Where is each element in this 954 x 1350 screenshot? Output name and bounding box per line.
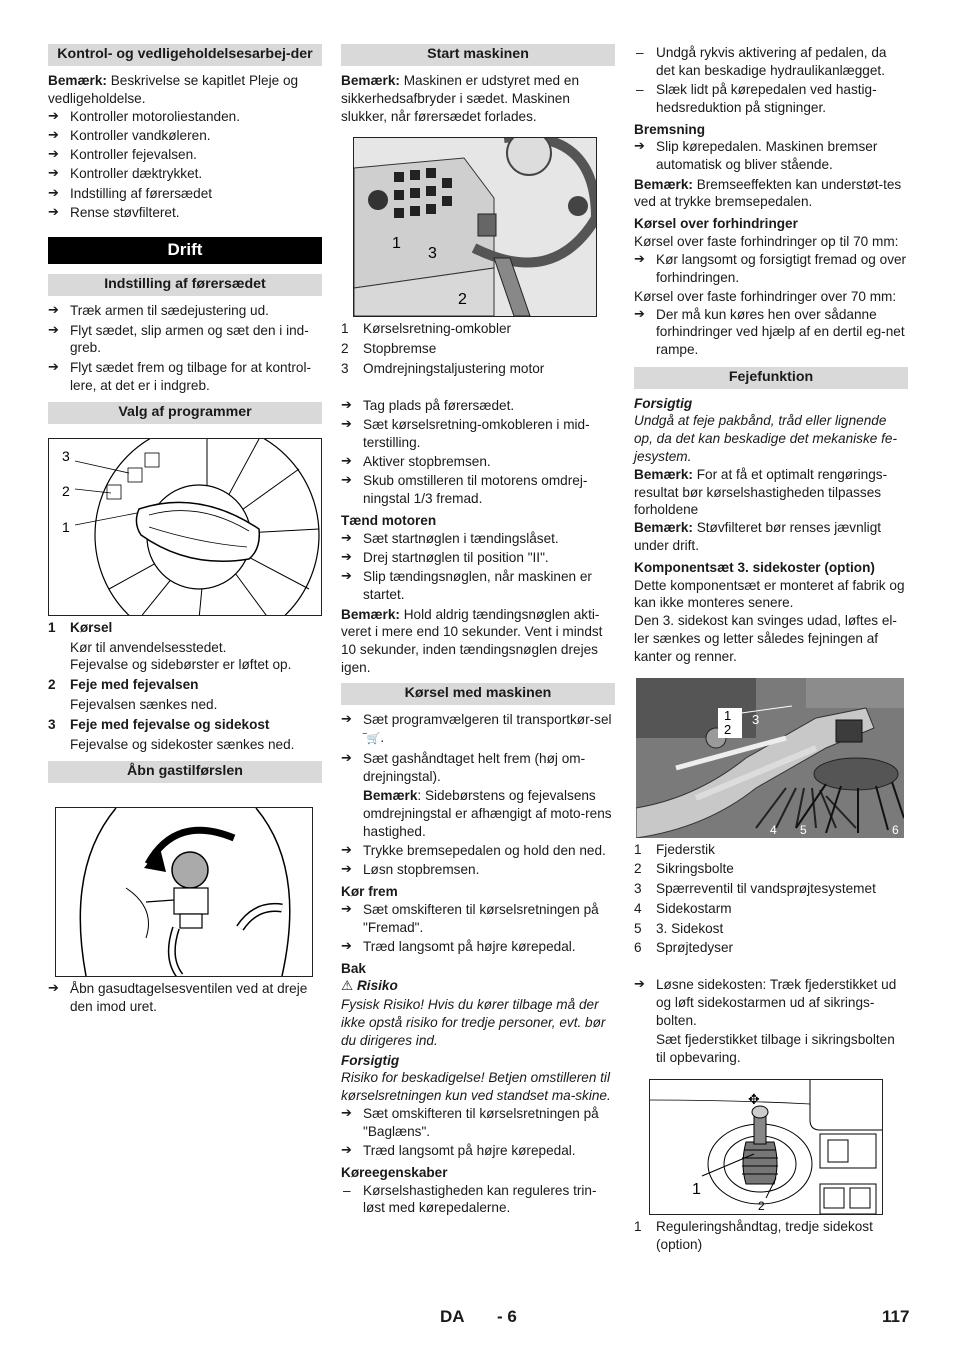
subheading-brems: Bremsning xyxy=(634,121,706,137)
program-item-3: 3 Feje med fejevalse og sidekost xyxy=(48,716,270,732)
gas-valve-figure xyxy=(55,807,313,977)
figure-label: 3 xyxy=(62,447,70,464)
program-dial-drawing xyxy=(49,439,321,615)
paragraph: Kørsel over faste forhindringer op til 70 mm: xyxy=(634,233,899,249)
note-koersel: Bemærk: Sidebørstens og fejevalsens omdrejningstal er afhængigt af moto-rens hastighed. xyxy=(363,787,612,839)
section-header-feje: Fejefunktion xyxy=(634,367,908,389)
legend-item: 1 Fjederstik xyxy=(634,841,715,857)
note-brems: Bemærk: Bremseeffekten kan understøt-tes ved at trykke bremsepedalen. xyxy=(634,176,902,210)
warning-icon: ⚠ xyxy=(341,978,354,995)
list-item: – Undgå rykvis aktivering af pedalen, da det kan beskadige hydraulikanlægget. xyxy=(634,44,908,80)
side-broom-drawing xyxy=(636,678,904,838)
note-start: Bemærk: Maskinen er udstyret med en sikkerhedsafbryder i sædet. Maskinen slukker, når førersædet forlades. xyxy=(341,73,580,124)
list-item: ➔ Sæt programvælgeren til transportkør-sel ‾🛒. xyxy=(341,711,615,749)
list-item: ➔ Slip tændingsnøglen, når maskinen er startet. xyxy=(341,568,615,604)
list-item-continuation: Sæt fjederstikket tilbage i sikringsbolten til opbevaring. xyxy=(656,1032,895,1065)
list-item: ➔ Der må kun køres hen over sådanne forhindringer ved hjælp af en dertil eg-net rampe. xyxy=(634,306,908,359)
section-header-koersel: Kørsel med maskinen xyxy=(341,683,615,705)
list-item: ➔ Tag plads på førersædet. xyxy=(341,397,615,415)
list-item: ➔ Træd langsomt på højre kørepedal. xyxy=(341,938,615,956)
subheading-frem: Kør frem xyxy=(341,883,398,899)
legend-item: 2 Sikringsbolte xyxy=(634,861,734,877)
program-desc: Kør til anvendelsesstedet. xyxy=(70,639,227,655)
list-item: ➔ Trykke bremsepedalen og hold den ned. xyxy=(341,842,615,860)
list-item: ➔ Kør langsomt og forsigtigt fremad og over forhindringen. xyxy=(634,251,908,287)
program-desc: Fejevalse og sidekoster sænkes ned. xyxy=(70,736,295,752)
figure-label: 2 xyxy=(724,721,732,737)
legend-item: 3 Omdrejningstaljustering motor xyxy=(341,360,545,376)
list-item: ➔ Kontroller dæktrykket. xyxy=(48,165,322,183)
list-item: ➔ Flyt sædet frem og tilbage for at kontrol-lere, at det er i indgreb. xyxy=(48,359,322,395)
section-header-gas: Åbn gastilførslen xyxy=(48,761,322,783)
legend-item: 6 Sprøjtedyser xyxy=(634,940,734,956)
program-item-1: 1 Kørsel xyxy=(48,619,113,635)
column-3 xyxy=(634,44,908,1255)
legend-item: 5 3. Sidekost xyxy=(634,920,724,936)
forsigtig-label: Forsigtig xyxy=(634,395,693,411)
list-item: ➔ Aktiver stopbremsen. xyxy=(341,453,615,471)
section-header-saede: Indstilling af førersædet xyxy=(48,274,322,296)
joystick-figure xyxy=(649,1079,883,1215)
risiko-label: ⚠ Risiko xyxy=(341,978,398,995)
list-item: ➔ Rense støvfilteret. xyxy=(48,204,322,222)
gas-valve-drawing xyxy=(56,808,312,976)
figure-label: 2 xyxy=(458,291,467,309)
forsigtig-text: Risiko for beskadigelse! Betjen omstilleren til kørselsretningen kun ved standset ma-skine. xyxy=(341,1070,611,1104)
list-item: ➔ Træk armen til sædejustering ud. xyxy=(48,302,322,320)
column-2 xyxy=(341,44,615,1219)
subheading-komp: Komponentsæt 3. sidekoster (option) xyxy=(634,559,875,575)
risiko-text: Fysisk Risiko! Hvis du kører tilbage må der ikke opstå risiko for tredje personer, evt. bør du dirigeres ind. xyxy=(341,997,606,1048)
list-item: ➔ Sæt omskifteren til kørselsretningen på "Baglæns". xyxy=(341,1105,615,1141)
legend-item: 3 Spærreventil til vandsprøjtesystemet xyxy=(634,881,876,897)
legend-item: 4 Sidekostarm xyxy=(634,900,732,916)
list-item: ➔ Sæt kørselsretning-omkobleren i mid-terstilling. xyxy=(341,416,615,452)
paragraph: Dette komponentsæt er monteret af fabrik og kan ikke monteres senere. xyxy=(634,577,905,611)
paragraph: Den 3. sidekost kan svinges udad, løftes el-ler sænkes og letter således fejningen af kanter og renner. xyxy=(634,613,897,664)
figure-label: 5 xyxy=(800,822,807,837)
figure-label: 6 xyxy=(892,822,899,837)
list-item: ➔ Skub omstilleren til motorens omdrej-ningstal 1/3 fremad. xyxy=(341,472,615,508)
list-item: ➔ Sæt startnøglen i tændingslåset. xyxy=(341,530,615,548)
figure-label: 1 xyxy=(62,518,70,535)
start-controls-drawing xyxy=(354,138,596,316)
list-item: – Slæk lidt på kørepedalen ved hastig-hedsreduktion på stigninger. xyxy=(634,81,908,117)
subheading-taend: Tænd motoren xyxy=(341,513,437,529)
list-item: ➔ Løsn stopbremsen. xyxy=(341,861,615,879)
figure-label: 4 xyxy=(770,822,777,837)
start-controls-figure xyxy=(353,137,597,317)
figure-label: 3 xyxy=(428,245,437,263)
section-header-start: Start maskinen xyxy=(341,44,615,66)
section-header-kontrol: Kontrol- og vedligeholdelsesarbej-der xyxy=(48,44,322,66)
side-broom-photo xyxy=(636,678,904,838)
list-item: ➔ Flyt sædet, slip armen og sæt den i ind-greb. xyxy=(48,322,322,358)
list-item: ➔ Sæt omskifteren til kørselsretningen på "Fremad". xyxy=(341,901,615,937)
note-taend: Bemærk: Hold aldrig tændingsnøglen akti-veret i mere end 10 sekunder. Vent i mindst 10 sekunder, inden tændingsnøglen drejes igen. xyxy=(341,606,603,675)
chapter-title-drift: Drift xyxy=(48,237,322,264)
footer-local-page: - 6 xyxy=(497,1307,517,1326)
joystick-drawing xyxy=(650,1080,882,1214)
legend-item: 1 Reguleringshåndtag, tredje sidekost (option) xyxy=(634,1218,873,1252)
list-item: ➔ Kontroller vandkøleren. xyxy=(48,127,322,145)
figure-label: 3 xyxy=(752,711,760,727)
list-item: ➔ Løsne sidekosten: Træk fjederstikket ud og løft sidekostarmen ud af sikrings-bolten. xyxy=(634,976,908,1029)
footer-page-number: 117 xyxy=(882,1307,910,1326)
list-item: ➔ Sæt gashåndtaget helt frem (høj om-drejningstal). xyxy=(341,750,615,786)
list-item: ➔ Træd langsomt på højre kørepedal. xyxy=(341,1142,615,1160)
figure-label: 2 xyxy=(62,482,70,499)
list-item: ➔ Indstilling af førersædet xyxy=(48,185,322,203)
forsigtig-label: Forsigtig xyxy=(341,1052,400,1068)
program-selector-figure xyxy=(48,438,322,616)
column-1 xyxy=(48,44,322,1018)
subheading-koereegen: Køreegenskaber xyxy=(341,1164,448,1180)
figure-label: 1 xyxy=(392,235,401,253)
figure-label: 1 xyxy=(724,707,732,723)
subheading-forhindr: Kørsel over forhindringer xyxy=(634,216,798,232)
forsigtig-text: Undgå at feje pakbånd, tråd eller lignende op, da det kan beskadige det mekaniske fe-jesystem. xyxy=(634,413,897,464)
subheading-bak: Bak xyxy=(341,960,366,976)
list-item: ➔ Kontroller motoroliestanden. xyxy=(48,108,322,126)
program-item-2: 2 Feje med fejevalsen xyxy=(48,677,199,693)
list-item: ➔ Drej startnøglen til position "II". xyxy=(341,549,615,567)
footer-language: DA xyxy=(440,1307,465,1326)
note-kontrol: Bemærk: Beskrivelse se kapitlet Pleje og vedligeholdelse. xyxy=(48,73,299,106)
figure-label: 1 xyxy=(692,1180,701,1198)
list-item: ➔ Åbn gasudtagelsesventilen ved at dreje den imod uret. xyxy=(48,980,322,1016)
list-item: ➔ Slip kørepedalen. Maskinen bremser automatisk og bliver stående. xyxy=(634,138,908,174)
legend-item: 2 Stopbremse xyxy=(341,341,437,357)
legend-item: 1 Kørselsretning-omkobler xyxy=(341,321,512,337)
note-feje-2: Bemærk: Støvfilteret bør renses jævnligt under drift. xyxy=(634,520,882,553)
paragraph: Kørsel over faste forhindringer over 70 mm: xyxy=(634,288,897,304)
program-desc: Fejevalse og sidebørster er løftet op. xyxy=(70,657,292,673)
move-arrows-icon: ✥ xyxy=(748,1091,760,1108)
program-desc: Fejevalsen sænkes ned. xyxy=(70,697,218,713)
list-item: ➔ Kontroller fejevalsen. xyxy=(48,146,322,164)
figure-label: 2 xyxy=(758,1198,765,1213)
note-feje-1: Bemærk: For at få et optimalt rengørings-resultat bør kørselshastigheden tilpasses forholdene xyxy=(634,466,888,518)
transport-mode-icon: ‾🛒 xyxy=(363,732,381,745)
section-header-valg: Valg af programmer xyxy=(48,402,322,424)
list-item: – Kørselshastigheden kan reguleres trin-løst med kørepedalerne. xyxy=(341,1182,615,1218)
